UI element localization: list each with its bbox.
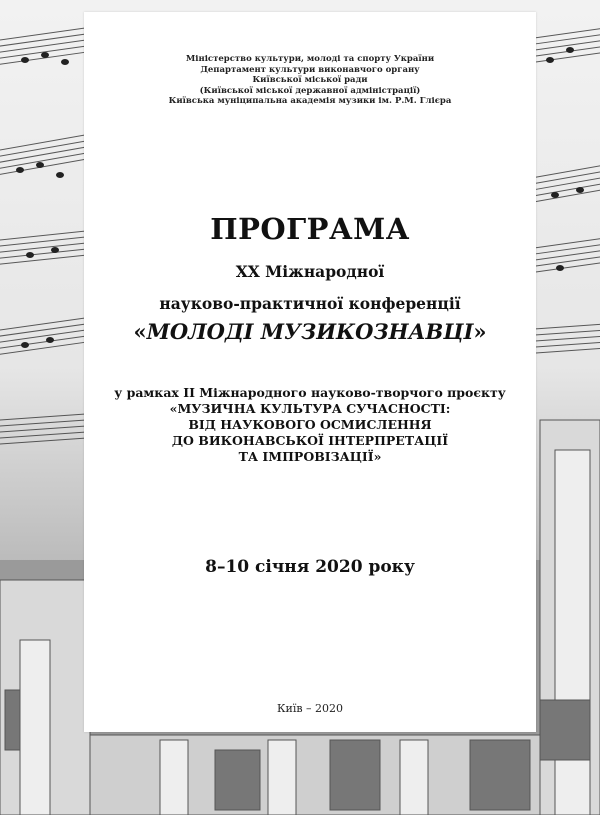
project-line: у рамках II Міжнародного науково-творчого проєкту [114, 385, 506, 400]
header-line: Київської міської ради [252, 75, 368, 85]
subtitle-line: науково-практичної конференції [159, 294, 461, 313]
close-quote: » [473, 319, 487, 344]
document-title: ПРОГРАМА [210, 212, 410, 246]
project-line: ДО ВИКОНАВСЬКОЇ ІНТЕРПРЕТАЦІЇ [171, 433, 449, 448]
project-description [84, 385, 536, 465]
header-line: (Київської міської державної адміністрації) [199, 85, 421, 96]
title-page-card [84, 12, 536, 732]
header-line: Міністерство культури, молоді та спорту України [185, 54, 435, 64]
conference-date: 8–10 січня 2020 року [205, 557, 415, 577]
institution-header [84, 54, 536, 107]
project-line: «МУЗИЧНА КУЛЬТУРА СУЧАСНОСТІ: [169, 401, 451, 416]
place-and-year: Київ – 2020 [276, 702, 344, 715]
project-line: ВІД НАУКОВОГО ОСМИСЛЕННЯ [188, 417, 432, 432]
conference-name [84, 319, 536, 344]
header-line: Департамент культури виконавчого органу [200, 64, 420, 75]
conference-title: МОЛОДІ МУЗИКОЗНАВЦІ [146, 319, 474, 344]
project-line: ТА ІМПРОВІЗАЦІЇ» [238, 449, 382, 464]
header-line: Київська муніципальна академія музики ім. Р.М. Глієра [168, 96, 452, 106]
open-quote: « [133, 319, 147, 344]
subtitle-line: XX Міжнародної [235, 262, 385, 281]
